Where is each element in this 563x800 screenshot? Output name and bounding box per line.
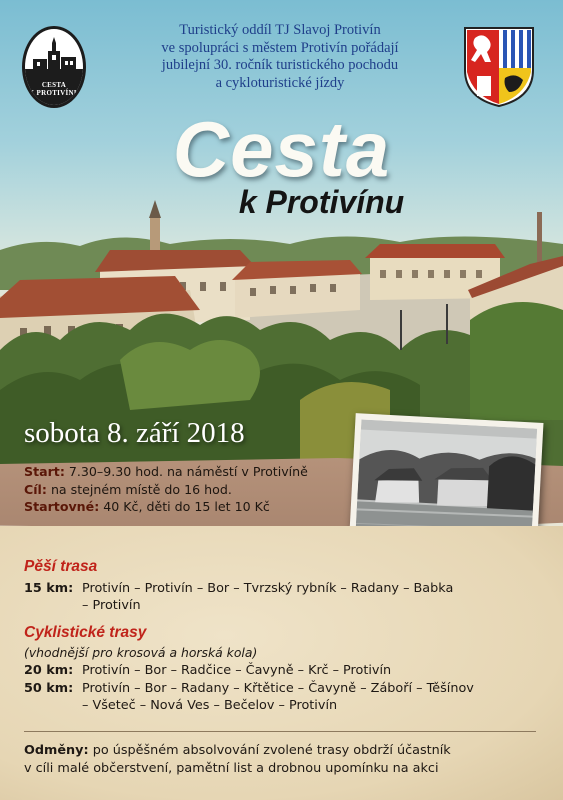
finish-label: Cíl:	[24, 481, 47, 497]
walking-route-15	[24, 580, 453, 597]
route-line-continued: – Všeteč – Nová Ves – Bečelov – Protivín	[82, 698, 338, 713]
intro-text	[115, 22, 445, 92]
club-logo-text	[25, 81, 83, 97]
finish-row	[24, 481, 308, 499]
route-line: Protivín – Protivín – Bor – Tvrzský rybník – Radany – Babka	[82, 581, 454, 596]
town-crest-icon	[463, 26, 535, 108]
logo-text-line1: CESTA	[41, 81, 67, 89]
route-distance: 50 km:	[24, 681, 74, 696]
intro-line: a cykloturistické jízdy	[215, 74, 345, 91]
event-details	[24, 463, 308, 516]
club-logo	[22, 26, 86, 108]
fee-value: 40 Kč, děti do 15 let 10 Kč	[103, 499, 270, 514]
intro-line: ve spolupráci s městem Protivín pořádají	[161, 39, 399, 56]
poster-subtitle: k Protivínu	[238, 184, 405, 220]
rewards-line: po úspěšném absolvování zvolené trasy obdrží účastník	[92, 743, 451, 758]
route-distance: 15 km:	[24, 581, 74, 596]
walking-heading: Pěší trasa	[24, 558, 98, 575]
start-value: 7.30–9.30 hod. na náměstí v Protivíně	[68, 464, 308, 479]
route-distance: 20 km:	[24, 663, 74, 678]
route-line: Protivín – Bor – Radčice – Čavyně – Krč – Protivín	[82, 663, 392, 678]
logo-text-line2: K PROTIVÍNU	[28, 89, 80, 97]
event-date: sobota 8. září 2018	[24, 417, 245, 449]
poster-title: Cesta	[172, 105, 391, 193]
intro-line: jubilejní 30. ročník turistického pochodu	[161, 57, 399, 73]
start-label: Start:	[24, 464, 65, 479]
cycling-route-50	[24, 680, 474, 697]
divider	[24, 731, 536, 732]
cycling-route-20	[24, 662, 391, 679]
rewards-line: v cíli malé občerstvení, pamětní list a drobnou upomínku na akci	[24, 761, 439, 776]
finish-value: na stejném místě do 16 hod.	[50, 481, 232, 497]
start-row	[24, 463, 308, 481]
cycling-note: (vhodnější pro krosová a horská kola)	[24, 645, 258, 660]
cycling-heading: Cyklistické trasy	[24, 624, 147, 641]
fee-row	[24, 498, 308, 516]
fee-label: Startovné:	[24, 499, 100, 514]
route-line: Protivín – Bor – Radany – Křtětice – Čavyně – Záboří – Těšínov	[82, 681, 474, 696]
intro-line: Turistický oddíl TJ Slavoj Protivín	[179, 22, 381, 38]
rewards-label: Odměny:	[24, 743, 89, 758]
rewards-text	[24, 742, 451, 778]
route-line-continued: – Protivín	[82, 598, 141, 613]
